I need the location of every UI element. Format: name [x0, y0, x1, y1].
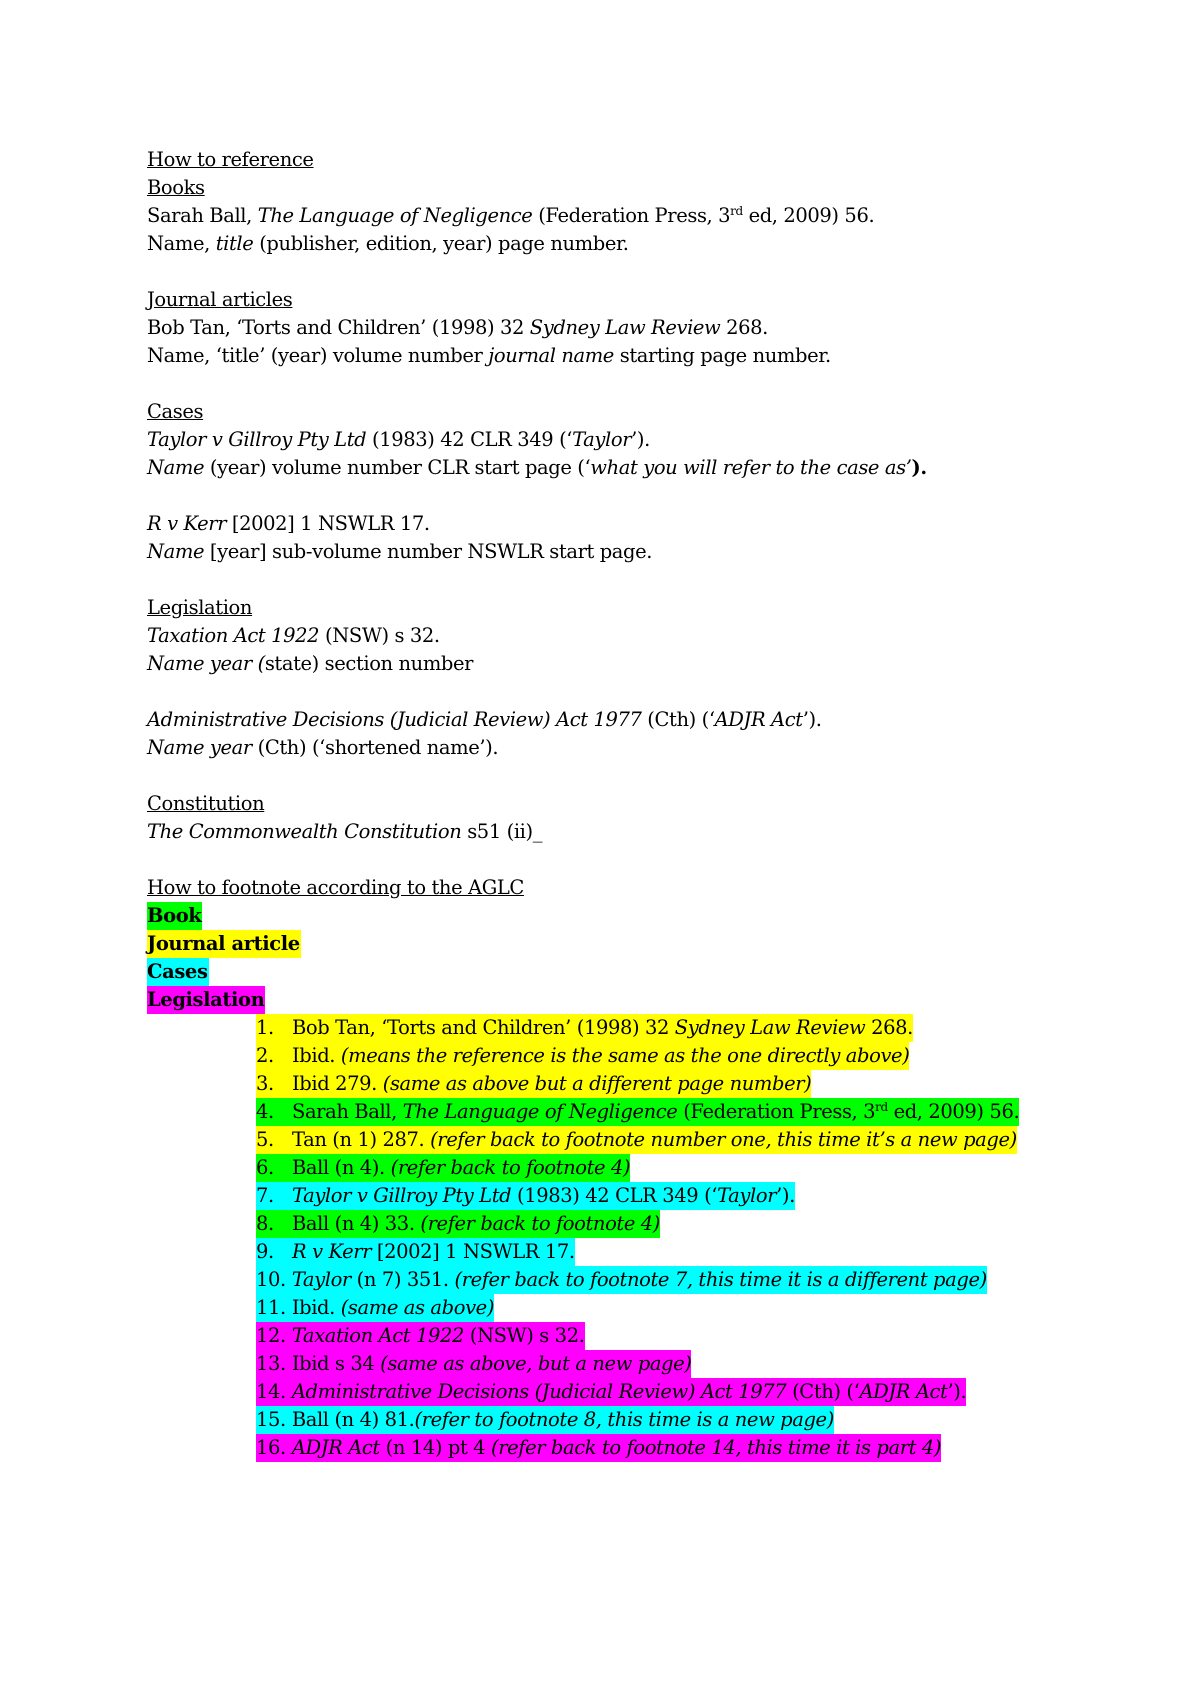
footnote-highlight: [256, 1070, 811, 1098]
cases-ex1-b: ’).: [631, 428, 650, 451]
cases-ex1-short: Taylor: [572, 428, 632, 451]
key-legislation-label: Legislation: [147, 986, 265, 1014]
footnote-text: (Federation Press, 3: [677, 1100, 876, 1123]
legislation-format-1: [147, 650, 1160, 678]
constitution-section: s51 (ii)_: [461, 820, 543, 843]
legislation-ex2-a: (Cth) (‘: [641, 708, 715, 731]
key-book: [147, 902, 1160, 930]
footnote-item: [256, 1434, 1160, 1462]
footnote-item: [256, 1322, 1160, 1350]
key-cases: [147, 958, 1160, 986]
cases-fmt1-name: Name: [147, 456, 205, 479]
footnote-text: (Cth) (‘: [786, 1380, 860, 1403]
journals-example-b: 268.: [720, 316, 768, 339]
journals-format-b: starting page number.: [613, 344, 831, 367]
cases-example-1: [147, 426, 1160, 454]
footnote-highlight: [256, 1238, 575, 1266]
footnote-item: [256, 1350, 1160, 1378]
legislation-format-2: [147, 734, 1160, 762]
books-format: [147, 230, 1160, 258]
legislation-ex2-short: ADJR Act: [714, 708, 803, 731]
legislation-example-1: [147, 622, 1160, 650]
footnote-text: Ibid.: [291, 1296, 341, 1319]
footnote-heading: How to footnote according to the AGLC: [147, 876, 524, 899]
books-format-title: title: [215, 232, 254, 255]
footnote-italic-title: Taxation Act 1922: [291, 1324, 464, 1347]
legislation-fmt1-name: Name year (: [147, 652, 265, 675]
legislation-ex2-name: Administrative Decisions (Judicial Review) Act 1977: [147, 708, 642, 731]
footnote-highlight: [256, 1322, 585, 1350]
footnote-text: Ball (n 4) 33.: [292, 1212, 421, 1235]
legislation-example-2: [147, 706, 1160, 734]
footnote-highlight: [256, 1042, 909, 1070]
footnote-number: 16.: [256, 1436, 286, 1459]
books-example-author: Sarah Ball,: [147, 204, 258, 227]
footnote-number: 3.: [256, 1072, 274, 1095]
footnote-number: 9.: [256, 1240, 274, 1263]
footnote-number: 13.: [256, 1352, 286, 1375]
journals-format-a: Name, ‘title’ (year) volume number: [147, 344, 489, 367]
footnote-number: 4.: [256, 1100, 274, 1123]
footnote-number: 6.: [256, 1156, 274, 1179]
footnote-item: [256, 1014, 1160, 1042]
journals-example: [147, 314, 1160, 342]
footnote-item: [256, 1070, 1160, 1098]
cases-fmt2-name: Name: [147, 540, 205, 563]
footnote-italic-title: Sydney Law Review: [674, 1016, 866, 1039]
cases-ex2-a: [2002] 1 NSWLR 17.: [226, 512, 430, 535]
footnote-text: Ball (n 4) 81.: [291, 1408, 415, 1431]
footnote-highlight: [256, 1014, 913, 1042]
footnote-text: Ibid s 34: [291, 1352, 381, 1375]
footnote-text: (n 7) 351.: [350, 1268, 455, 1291]
footnote-item: [256, 1406, 1160, 1434]
footnote-note: (same as above): [340, 1296, 495, 1319]
footnote-number: 15.: [256, 1408, 286, 1431]
footnote-item: [256, 1126, 1160, 1154]
footnote-item: [256, 1294, 1160, 1322]
footnote-text: Sarah Ball,: [292, 1100, 403, 1123]
footnote-highlight: [256, 1266, 987, 1294]
books-example-sup: rd: [730, 204, 743, 218]
footnote-highlight: [256, 1294, 494, 1322]
key-journal-label: Journal article: [147, 930, 301, 958]
books-example-publisher: (Federation Press, 3: [532, 204, 731, 227]
constitution-name: The Commonwealth Constitution: [147, 820, 462, 843]
legislation-ex1-a: (NSW) s 32.: [319, 624, 440, 647]
books-heading: Books: [147, 176, 205, 199]
cases-format-1: [147, 454, 1160, 482]
footnote-text: (NSW) s 32.: [464, 1324, 585, 1347]
footnote-list: [256, 1014, 1160, 1462]
footnote-note: (same as above, but a new page): [380, 1352, 692, 1375]
footnote-item: [256, 1182, 1160, 1210]
footnote-text: Bob Tan, ‘Torts and Children’ (1998) 32: [292, 1016, 675, 1039]
footnote-item: [256, 1154, 1160, 1182]
key-journal: [147, 930, 1160, 958]
cases-ex2-name: R v Kerr: [147, 512, 227, 535]
footnote-highlight: [256, 1154, 630, 1182]
footnote-highlight: [256, 1434, 941, 1462]
footnote-number: 1.: [256, 1016, 274, 1039]
key-book-label: Book: [147, 902, 202, 930]
footnote-text: ’).: [776, 1184, 795, 1207]
footnote-number: 10.: [256, 1268, 286, 1291]
footnote-text: ’).: [947, 1380, 967, 1403]
cases-format-2: [147, 538, 1160, 566]
cases-fmt1-b: ).: [911, 456, 927, 479]
journals-example-journal: Sydney Law Review: [529, 316, 721, 339]
cases-ex1-name: Taylor v Gillroy Pty Ltd: [147, 428, 367, 451]
footnote-text: Ibid 279.: [292, 1072, 383, 1095]
key-legislation: [147, 986, 1160, 1014]
journals-example-a: Bob Tan, ‘Torts and Children’ (1998) 32: [147, 316, 530, 339]
footnote-text: [2002] 1 NSWLR 17.: [371, 1240, 575, 1263]
page-title: How to reference: [147, 148, 314, 171]
books-format-b: (publisher, edition, year) page number.: [253, 232, 629, 255]
footnote-italic-title: Taylor: [291, 1268, 351, 1291]
books-example-title: The Language of Negligence: [257, 204, 533, 227]
footnote-text: 268.: [865, 1016, 913, 1039]
footnote-note: (same as above but a different page number): [382, 1072, 812, 1095]
cases-fmt2-a: [year] sub-volume number NSWLR start page.: [204, 540, 653, 563]
footnote-italic-short: ADJR Act: [859, 1380, 948, 1403]
footnote-note: (refer back to footnote number one, this time it’s a new page): [430, 1128, 1017, 1151]
constitution-example: [147, 818, 1160, 846]
footnote-italic-title: Administrative Decisions (Judicial Review) Act 1977: [291, 1380, 787, 1403]
document-body: [147, 146, 1160, 1462]
cases-example-2: [147, 510, 1160, 538]
cases-heading: Cases: [147, 400, 204, 423]
footnote-text: Ibid.: [292, 1044, 341, 1067]
footnote-text: ed, 2009) 56.: [887, 1100, 1020, 1123]
footnote-number: 8.: [256, 1212, 274, 1235]
cases-fmt1-note: what you will refer to the case as’: [590, 456, 912, 479]
books-example-rest: ed, 2009) 56.: [742, 204, 875, 227]
journals-heading: Journal articles: [147, 288, 293, 311]
footnote-highlight: [256, 1350, 691, 1378]
legislation-ex1-name: Taxation Act 1922: [147, 624, 320, 647]
books-format-a: Name,: [147, 232, 216, 255]
legislation-ex2-b: ’).: [802, 708, 822, 731]
footnote-note: (refer back to footnote 4): [420, 1212, 661, 1235]
footnote-superscript: rd: [875, 1100, 888, 1114]
footnote-highlight: [256, 1126, 1017, 1154]
legislation-fmt1-a: state) section number: [264, 652, 474, 675]
key-cases-label: Cases: [147, 958, 209, 986]
footnote-highlight: [256, 1406, 834, 1434]
footnote-number: 2.: [256, 1044, 274, 1067]
footnote-italic-title: R v Kerr: [292, 1240, 372, 1263]
legislation-fmt2-a: (Cth) (‘shortened name’).: [251, 736, 499, 759]
footnote-item: [256, 1378, 1160, 1406]
footnote-highlight: [256, 1098, 1019, 1126]
footnote-note: (refer back to footnote 14, this time it is part 4): [490, 1436, 942, 1459]
constitution-heading: Constitution: [147, 792, 265, 815]
footnote-highlight: [256, 1210, 660, 1238]
legislation-fmt2-name: Name year: [147, 736, 252, 759]
footnote-item: [256, 1266, 1160, 1294]
footnote-number: 11.: [256, 1296, 286, 1319]
footnote-text: Ball (n 4).: [292, 1156, 391, 1179]
footnote-italic-title: The Language of Negligence: [402, 1100, 678, 1123]
footnote-italic-title: ADJR Act: [291, 1436, 380, 1459]
footnote-text: (1983) 42 CLR 349 (‘: [511, 1184, 718, 1207]
footnote-note: (means the reference is the same as the one directly above): [340, 1044, 910, 1067]
legislation-heading: Legislation: [147, 596, 253, 619]
footnote-italic-short: Taylor: [717, 1184, 777, 1207]
footnote-highlight: [256, 1378, 966, 1406]
cases-ex1-a: (1983) 42 CLR 349 (‘: [366, 428, 573, 451]
footnote-number: 12.: [256, 1324, 286, 1347]
footnote-item: [256, 1210, 1160, 1238]
cases-fmt1-a: (year) volume number CLR start page (‘: [204, 456, 591, 479]
footnote-highlight: [256, 1182, 795, 1210]
footnote-number: 14.: [256, 1380, 286, 1403]
journals-format-journal: journal name: [488, 344, 614, 367]
footnote-note: (refer to footnote 8, this time is a new page): [414, 1408, 834, 1431]
footnote-item: [256, 1238, 1160, 1266]
books-example: [147, 202, 1160, 230]
footnote-number: 5.: [256, 1128, 274, 1151]
footnote-italic-title: Taylor v Gillroy Pty Ltd: [292, 1184, 512, 1207]
journals-format: [147, 342, 1160, 370]
footnote-number: 7.: [256, 1184, 274, 1207]
footnote-note: (refer back to footnote 7, this time it is a different page): [454, 1268, 987, 1291]
footnote-item: [256, 1098, 1160, 1126]
footnote-item: [256, 1042, 1160, 1070]
footnote-text: Tan (n 1) 287.: [292, 1128, 431, 1151]
footnote-text: (n 14) pt 4: [379, 1436, 491, 1459]
footnote-note: (refer back to footnote 4): [390, 1156, 631, 1179]
